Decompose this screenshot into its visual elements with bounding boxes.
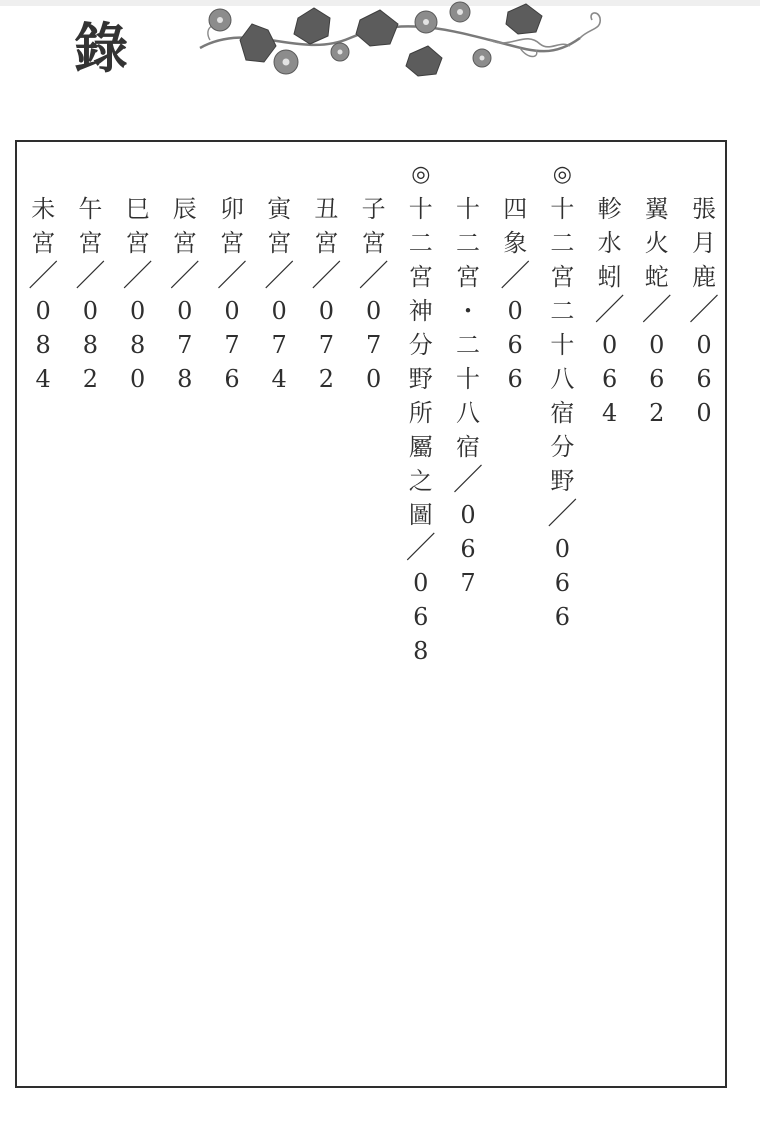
toc-mark-spacer	[451, 158, 485, 192]
toc-entry-label: 十 二 宮 二 十 八 宿 分 野 ／ 0 6 6	[547, 195, 578, 631]
page-title: 錄	[74, 17, 128, 80]
toc-entry-label: 十 二 宮 ・ 二 十 八 宿 ／ 0 6 7	[453, 195, 483, 597]
toc-mark-spacer	[640, 158, 674, 192]
bullseye-mark-icon: ◎	[411, 162, 431, 187]
toc-mark-spacer	[309, 158, 343, 192]
toc-entry-label: 張 月 鹿 ／ 0 6 0	[689, 195, 719, 427]
toc-mark-spacer	[357, 158, 391, 192]
toc-mark-spacer	[26, 158, 60, 192]
toc-entry-label: 子 宮 ／ 0 7 0	[358, 195, 389, 393]
toc-entry-label: 寅 宮 ／ 0 7 4	[264, 195, 295, 393]
toc-entry-label: 丑 宮 ／ 0 7 2	[311, 195, 342, 393]
toc-entry[interactable]	[304, 158, 348, 396]
bullseye-mark-icon: ◎	[552, 162, 572, 187]
toc-mark-spacer	[687, 158, 721, 192]
toc-entry-label: 午 宮 ／ 0 8 2	[75, 195, 106, 393]
toc-mark-spacer	[168, 158, 202, 192]
toc-mark-spacer	[593, 158, 627, 192]
toc-entry-label: 四 象 ／ 0 6 6	[500, 195, 531, 393]
toc-mark-spacer	[262, 158, 296, 192]
toc-entry-label: 十 二 宮 神 分 野 所 屬 之 圖 ／ 0 6 8	[405, 195, 436, 665]
toc-entry[interactable]	[493, 158, 537, 396]
toc-mark-spacer	[215, 158, 249, 192]
toc-entry[interactable]	[682, 158, 726, 430]
toc-entry[interactable]	[68, 158, 112, 396]
toc-entry-label: 軫 水 蚓 ／ 0 6 4	[594, 195, 625, 427]
toc-entry[interactable]	[399, 158, 443, 668]
toc-mark-spacer	[121, 158, 155, 192]
toc-entry[interactable]	[540, 158, 584, 634]
toc-entry-label: 翼 火 蛇 ／ 0 6 2	[641, 195, 672, 427]
vine-ornament-icon	[190, 0, 620, 90]
toc-entry[interactable]	[352, 158, 396, 396]
toc-entry[interactable]	[635, 158, 679, 430]
toc-entry[interactable]	[446, 158, 490, 600]
toc-entry[interactable]	[257, 158, 301, 396]
toc-entry[interactable]	[163, 158, 207, 396]
toc-entry[interactable]	[116, 158, 160, 396]
toc-entry-label: 巳 宮 ／ 0 8 0	[122, 195, 153, 393]
toc-entry[interactable]	[210, 158, 254, 396]
toc-mark-spacer	[73, 158, 107, 192]
toc-entry[interactable]	[21, 158, 65, 396]
toc-mark-spacer	[498, 158, 532, 192]
toc-entry-label: 辰 宮 ／ 0 7 8	[169, 195, 200, 393]
toc-entry[interactable]	[588, 158, 632, 430]
toc-entry-label: 未 宮 ／ 0 8 4	[28, 195, 59, 393]
toc-entry-label: 卯 宮 ／ 0 7 6	[217, 195, 247, 393]
